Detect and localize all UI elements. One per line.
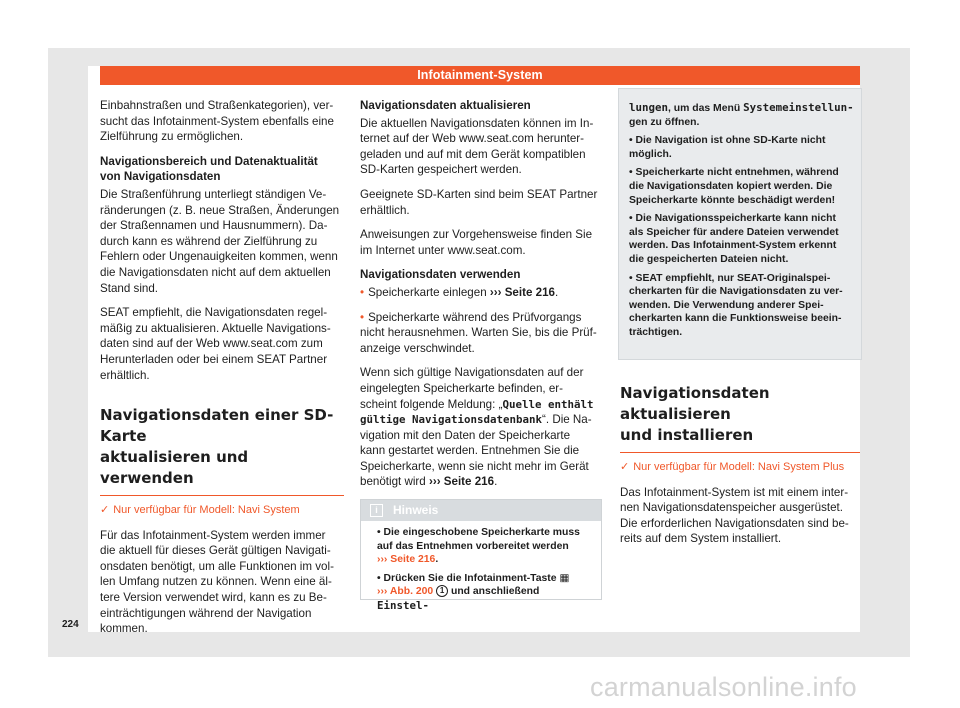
paragraph-end: .: [494, 475, 498, 489]
callout-number: 1: [436, 585, 448, 597]
info-icon: i: [370, 504, 383, 517]
section-heading-install: Navigationsdaten aktualisieren und installieren: [620, 383, 860, 453]
subheading-use: Navigationsdaten verwenden: [360, 268, 521, 282]
check-icon: ✓: [620, 461, 630, 473]
section-heading-sd-card: Navigationsdaten einer SD-Karte aktualisieren und verwenden: [100, 405, 344, 496]
bullet-dot: •: [360, 285, 365, 299]
availability-note: [100, 503, 344, 519]
note-text: Die eingeschobene Speicherkarte muss auf das Entnehmen vorbereitet werden: [377, 527, 580, 552]
note-continuation-box: [618, 88, 862, 360]
paragraph-update-recommendation: SEAT empfiehlt, die Navigationsdaten regel- mäßig zu aktualisieren. Aktuelle Navigations- daten sind auf der Web www.seat.com zum Herunterladen oder bei einem SEAT Partner erhältlich.: [100, 306, 331, 382]
note-text: Die Navigation ist ohne SD-Karte nicht möglich.: [629, 135, 826, 160]
bullet-end: .: [554, 285, 559, 299]
note-continuation-body: [629, 101, 854, 345]
note-bullet-dont-remove: • Speicherkarte nicht entnehmen, während die Navigationsdaten kopiert werden. Die Speicherkarte könnte beschädigt werden!: [629, 167, 839, 206]
note-body: [377, 526, 592, 619]
paragraph-sd-cards: Geeignete SD-Karten sind beim SEAT Partner erhältlich.: [360, 187, 598, 217]
note-text: Die Navigationsspeicherkarte kann nicht als Speicher für andere Dateien verwendet werden. Das Infotainment-System erkennt die gespeicherten Dateien nicht.: [629, 213, 839, 265]
note-text: Drücken Sie die Infotainment-Taste: [383, 572, 560, 584]
paragraph-current-data: Für das Infotainment-System werden immer die aktuell für dieses Gerät gültigen Navigati- onsdaten benötigt, um alle Funktionen im vol- len Umfang nutzen zu können. Wenn eine äl- tere Version verwendet wird, kann es zu Be- einträchtigungen während der Navigation kommen.: [100, 528, 334, 636]
paragraph-text: “. Die Na- vigation mit den Daten der Speicherkarte kann gestartet werden. Entnehmen Sie die Speicherkarte, wenn sie nicht mehr im Gerät benötigt wird: [360, 413, 592, 489]
note-continuation-first: [629, 101, 854, 129]
page-number: 224: [62, 619, 79, 630]
column-2: [360, 98, 604, 499]
column-1: [100, 98, 344, 646]
paragraph-text: Wenn sich gültige Navigationsdaten auf der eingelegten Speicherkarte befinden, er- scheint folgende Meldung: „: [360, 366, 584, 411]
note-bullet-2: • Drücken Sie die Infotainment-Taste ▦ ››› Abb. 200 1 und anschließend Einstel-: [377, 572, 570, 612]
availability-text: Nur verfügbar für Modell: Navi System Plus: [633, 461, 845, 473]
page-reference-link[interactable]: ››› Seite 216: [428, 475, 495, 489]
note-header: [361, 500, 601, 521]
note-end: .: [435, 554, 439, 566]
note-title: Hinweis: [393, 503, 439, 517]
note-bullet-no-sd: • Die Navigation ist ohne SD-Karte nicht möglich.: [629, 135, 826, 160]
figure-reference-link[interactable]: ››› Abb. 200: [377, 586, 434, 598]
infotainment-key-icon: ▦: [559, 572, 570, 584]
availability-text: Nur verfügbar für Modell: Navi System: [113, 504, 300, 517]
note-text: , um das Menü: [668, 103, 744, 114]
menu-label: Systemeinstellun-: [743, 101, 854, 114]
paragraph-internal-storage: Das Infotainment-System ist mit einem inter- nen Navigationsdatenspeicher ausgerüstet. Die erforderlichen Navigationsdaten sind be- reits auf dem System installiert.: [620, 485, 849, 546]
note-text: Speicherkarte nicht entnehmen, während die Navigationsdaten kopiert werden. Die Speicherkarte könnte beschädigt werden!: [629, 167, 839, 206]
availability-note: [620, 460, 860, 476]
paragraph-instructions: Anweisungen zur Vorgehensweise finden Sie im Internet unter www.seat.com.: [360, 228, 593, 257]
note-bullet-no-other-files: • Die Navigationsspeicherkarte kann nicht als Speicher für andere Dateien verwendet werden. Das Infotainment-System erkennt die gespeicherten Dateien nicht.: [629, 213, 839, 265]
bullet-text: Speicherkarte während des Prüfvorgangs nicht herausnehmen. Warten Sie, bis die Prüf- anzeige verschwindet.: [360, 310, 597, 355]
system-message: Quelle enthält gültige Navigationsdatenbank: [360, 397, 594, 427]
note-box: [360, 499, 602, 612]
bullet-dot: •: [360, 310, 365, 324]
subheading-update: Navigationsdaten aktualisieren: [360, 99, 531, 112]
intro-paragraph: Einbahnstraßen und Straßenkategorien), ver- sucht das Infotainment-System ebenfalls eine Zielführung zu ermöglichen.: [100, 99, 334, 144]
menu-label: Einstel-: [377, 598, 430, 612]
watermark: carmanualsonline.info: [590, 672, 857, 702]
note-text: und anschließend: [448, 586, 540, 598]
page-reference-link[interactable]: ››› Seite 216: [489, 285, 555, 299]
paragraph-road-changes: Die Straßenführung unterliegt ständigen Ve- ränderungen (z. B. neue Straßen, Änderungen der Straßennamen und Hausnummern). Da- durch kann es während der Zielführung zu Fehlern oder Ungenauigkeiten kommen, wenn die Navigationsdaten nicht auf dem aktuellen Stand sind.: [100, 187, 340, 295]
page-reference-link[interactable]: ››› Seite 216: [377, 554, 436, 566]
note-text: gen zu öffnen.: [629, 116, 700, 128]
page-header: Infotainment-System: [100, 66, 860, 85]
bullet-insert-card: [360, 285, 604, 301]
note-bullet-original-cards: • SEAT empfiehlt, nur SEAT-Originalspei- cherkarten für die Navigationsdaten zu ver- wenden. Die Verwendung anderer Spei- cherkarten kann die Funktionsweise beein- trächtigen.: [629, 272, 843, 338]
note-text: SEAT empfiehlt, nur SEAT-Originalspei- cherkarten für die Navigationsdaten zu ver- wenden. Die Verwendung anderer Spei- cherkarten kann die Funktionsweise beein- trächtigen.: [629, 272, 843, 338]
bullet-dont-remove: [360, 310, 604, 357]
check-icon: ✓: [100, 504, 110, 517]
bullet-text: Speicherkarte einlegen: [368, 285, 490, 299]
note-bullet-1: • Die eingeschobene Speicherkarte muss auf das Entnehmen vorbereitet werden ››› Seite 216.: [377, 527, 580, 566]
subheading-navigation-area: Navigationsbereich und Datenaktualität von Navigationsdaten: [100, 154, 318, 184]
paragraph-download: Die aktuellen Navigationsdaten können im In- ternet auf der Web www.seat.com herunter- geladen und auf mit dem Gerät kompatiblen SD-Karten gespeichert werden.: [360, 116, 594, 177]
column-3: [620, 383, 860, 556]
paragraph-valid-data-message: [360, 365, 604, 490]
menu-label: lungen: [629, 101, 669, 114]
